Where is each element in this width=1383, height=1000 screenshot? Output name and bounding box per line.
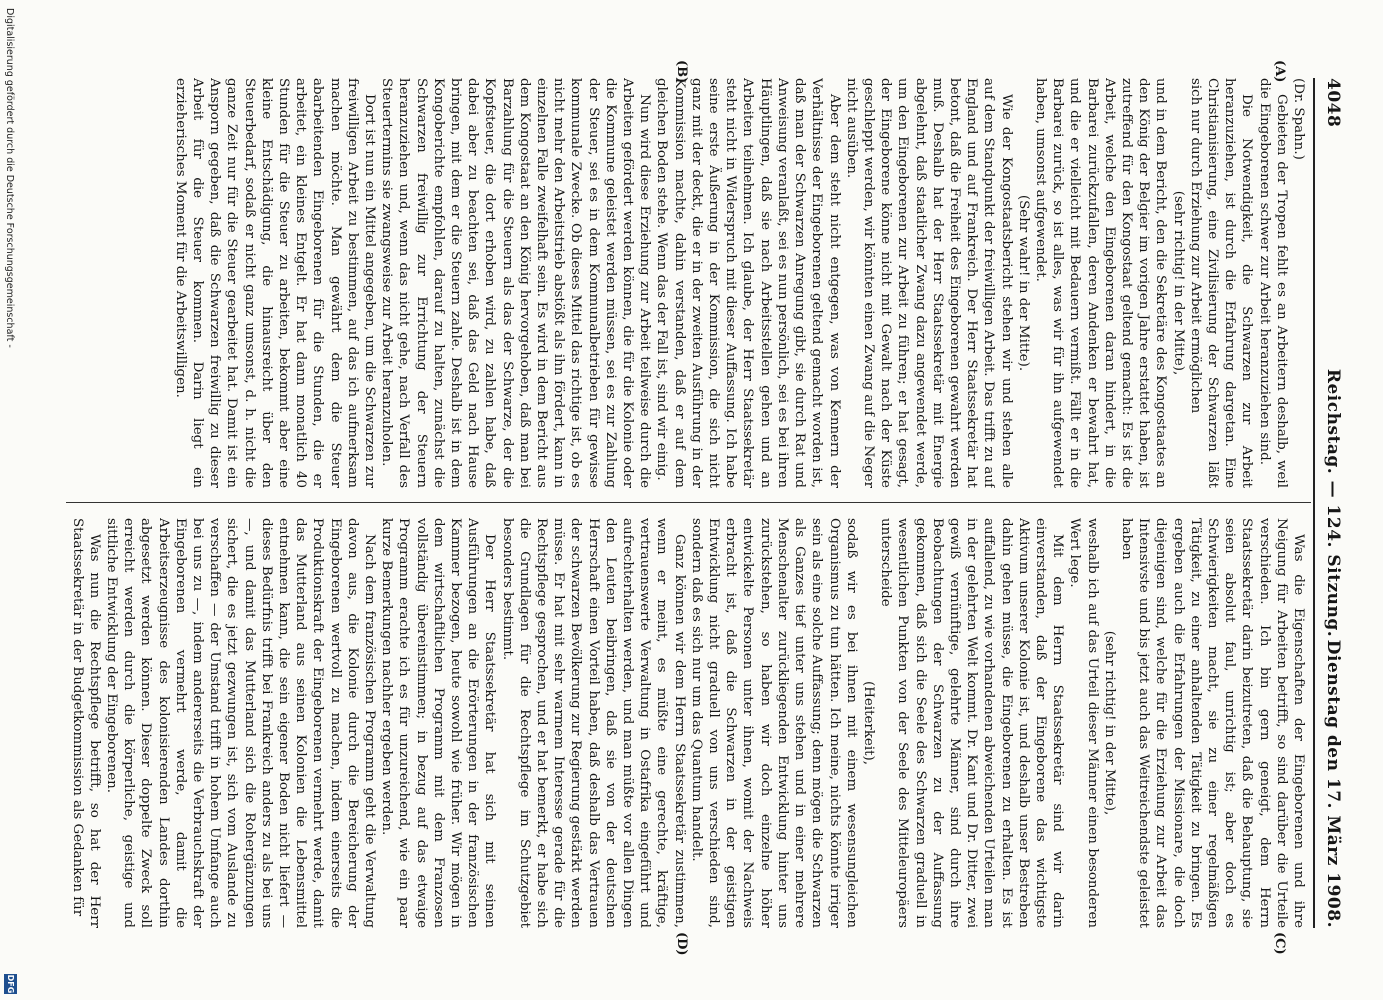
paragraph: Nun wird diese Erziehung zur Arbeit teilweise durch die Arbeiten gefördert werden können, die für die Kolonie oder die Kommune geleistet werden müssen, sei es zur Zahlung der Steuer, sei es in dem Kommunalbetrieben für gewisse kommunale Zwecke. Ob dieses Mittel das richtige ist, ob es nicht mehr den Arbeitstrieb abstößt als ihn fördert, kann in einzelnen Falle zweifelhaft sein. Es wird in dem Bericht aus dem Kongostaat an den König hervorgehoben, daß man bei Barzahlung für die Steuern als das der Schwarze, der die Kopfsteuer, die dort erhoben wird, zu zahlen habe, daß dabei aber zu beachten sei, daß das Geld nach Hause bringen, mit dem er die Steuern zahle. Deshalb ist in dem Kongoberichte empfohlen, darauf zu halten, zunächst die Schwarzen freiwillig zur Errichtung der Steuern heranzuziehen und, wenn das nicht gehe, nach Verfall des Steuertermins sie zwangsweise zur Arbeit heranzuholen. bbox=[379, 78, 653, 488]
paragraph: Was nun die Rechtspflege betrifft, so hat der Herr Staatssekretär in der Budgetkommission als Gedanken für bbox=[69, 518, 102, 928]
paragraph: weshalb ich auf das Urteil dieser Männer einen besonderen Wert lege. bbox=[1067, 518, 1100, 928]
paragraph: und in dem Bericht, den die Sekretäre des Kongostaates an den König der Belgier im vorigen Jahre erstattet haben, ist zutreffend für den Kongostaat geltend gemacht: Es ist die Arbeit, welche den Eingeborenen daran hindert, in die Barbarei zurückzufallen, deren Andenken er bewahrt hat, und die er vielleicht mit Bedauern vermißt. Fällt er in die Barbarei zurück, so ist alles, was wir für ihn aufgewendet haben, umsonst aufgewendet. bbox=[1032, 78, 1169, 488]
paragraph: Wie der Kongostaatsbericht stehen wir und stehen alle auf dem Standpunkt der freiwilligen Arbeit. Das trifft zu auf England und auf Frankreich. Der Herr Staatssekretär hat betont, daß die Freiheit des Eingeborenen gewahrt werden muß. Deshalb hat der Herr Staatssekretär mit Energie abgelehnt, daß staatlicher Zwang dazu angewendet werde, um den Eingeborenen zur Arbeit zu führen; er hat gesagt, der Eingeborene könne nicht mit Gewalt nach der Küste geschleppt werden, wir könnten einen Zwang auf die Neger nicht ausüben. bbox=[843, 78, 1014, 488]
paragraph: Der Herr Staatssekretär hat sich mit seinen Ausführungen an die Erörterungen in der französischen Kammer bezogen, heute sowohl wie früher. Wir mögen in dem wirtschaftlichen Programm mit dem Franzosen vollständig übereinstimmen; in bezug auf das etwaige Programm erachte ich es für unzureichend, wie ein paar kurze Bemerkungen nachher ergeben werden. bbox=[379, 518, 498, 928]
left-column bbox=[67, 78, 1307, 488]
interjection: (Sehr wahr! in der Mitte). bbox=[1015, 194, 1031, 372]
margin-letter-c: (C) bbox=[1272, 932, 1287, 955]
paragraph: Aber dem steht nicht entgegen, was von Kennern der Verhältnisse der Eingeborenen geltend gemacht worden ist, daß man der Schwarzen Anregung gibt, sie durch Rat und Anweisung veranlaßt, sei es nun persönlich, sei es bei ihren Häuptlingen, daß sie nach Arbeitsstellen gehen und an Arbeiten teilnehmen. Ich glaube, der Herr Staatssekretär steht nicht in Widerspruch mit dieser Auffassung. Ich habe seine erste Äußerung in der Kommission, die sich nicht ganz mit der deckt, die er in der zweiten Ausführung in der Kommission machte, dahin verstanden, daß er auf dem gleichen Boden stehe. Wenn das der Fall ist, sind wir einig. bbox=[654, 78, 842, 488]
header-rule bbox=[1313, 78, 1315, 928]
margin-letter-a: (A) bbox=[1272, 60, 1287, 83]
interjection: (Heiterkeit), bbox=[860, 681, 876, 765]
header-date: Dienstag den 17. März 1908. bbox=[1323, 639, 1343, 928]
header-title: Reichstag. — 124. Sitzung. bbox=[1323, 368, 1343, 638]
dfg-logo: DFG bbox=[6, 974, 15, 994]
page-number: 4048 bbox=[1323, 78, 1343, 128]
margin-letter-d: (D) bbox=[674, 932, 689, 956]
paragraph: Mit dem Herrn Staatssekretär sind wir darin einverstanden, daß der Eingeborene das wichtigste Aktivum unserer Kolonie ist, und deshalb unser Bestreben dahin gehen müsse, die Eingeborenen zu erhalten. Es ist auffallend, zu wie vorhandenen abweichenden Urteilen man in der gelehrten Welt kommt. Dr. Kant und Dr. Ditter, zwei gewiß vernünftige, gelehrte Männer, sind durch ihre Beobachtungen der Schwarzen zu der Auffassung gekommen, daß sich die Seele des Schwarzen graduell in wesentlichen Punkten von der Seele des Mitteleuropäers unterscheide bbox=[878, 518, 1066, 928]
paragraph: Dort ist nun ein Mittel angegeben, um die Schwarzen zur freiwilligen Arbeit zu bestimmen, auf das ich aufmerksam machen möchte. Man gewährt dem die Steuer abarbeitenden Eingeborenen für die Stunden, die er arbeitet, ein kleines Entgelt. Er hat dann monatlich 40 Stunden für die Steuer zu arbeiten, bekommt aber eine kleine Entschädigung, die hinausreicht über den Steuerbedarf, sodaß er nicht ganz umsonst, d. h. nicht die ganze Zeit nur für die Steuer gearbeitet hat. Damit ist ein Ansporn gegeben, daß die Schwarzen freiwillig zu dieser Arbeit für die Steuer kommen. Darin liegt ein erzieherisches Moment für die Arbeitswilligen. bbox=[172, 78, 378, 488]
page-header bbox=[1317, 78, 1347, 928]
column-divider bbox=[66, 502, 1311, 503]
paragraph: sodaß wir es bei ihnen mit einem wesensungleichen Organismus zu tun hätten. Ich meine, nichts könnte irriger sein als eine solche Auffassung; denn mögen die Schwarzen als Ganzes tief unter uns stehen und in einer mehrere Menschenalter zurückliegenden Entwicklung hinter uns zurückstehen, so haben wir doch einzelne höher entwickelte Personen unter ihnen, womit der Nachweis erbracht ist, daß die Schwarzen in der geistigen Entwicklung nicht graduell von uns verschieden sind, sondern daß es sich nur um das Quantum handelt. bbox=[688, 518, 859, 928]
digitization-footer bbox=[0, 0, 19, 1000]
right-column bbox=[67, 518, 1307, 928]
interjection: (sehr richtig! in der Mitte), bbox=[1101, 630, 1117, 816]
paragraph: Ganz können wir dem Herrn Staatssekretär zustimmen, wenn er meint, es müßte eine gerechte, kräftige, vertrauenswerte Verwaltung in Ostafrika eingeführt und aufrechterhalten werden, und man müßte vor allen Dingen den Leuten beibringen, daß sie von der deutschen Herrschaft einen Vorteil haben, daß deshalb das Vertrauen der schwarzen Bevölkerung zur Regierung gestärkt werden müsse. Er hat mit sehr warmem Interesse gerade für die Rechtspflege gesprochen, und er hat bemerkt, er habe sich die Grundlagen für die Rechtspflege im Schutzgebiet besonders bestimmt. bbox=[499, 518, 687, 928]
speaker-label: (Dr. Spahn.) bbox=[1291, 78, 1306, 160]
paragraph: Gebieten der Tropen fehlt es an Arbeitern deshalb, weil die Eingeborenen schwer zur Arbeit heranzuziehen sind. bbox=[1256, 78, 1289, 488]
interjection: (sehr richtig! in der Mitte), bbox=[1170, 190, 1186, 376]
footer-text: Digitalisierung gefördert durch die Deutsche Forschungsgemeinschaft - bbox=[4, 8, 15, 348]
paragraph: Was die Eigenschaften der Eingeborenen und ihre Neigung für Arbeiten betrifft, so sind darüber die Urteile verschieden. Ich bin gern geneigt, dem Herrn Staatssekretär darin beizutreten, daß die Behauptung, sie seien absolut faul, unrichtig ist; aber doch es Schwierigkeiten macht, sie zu einer regelmäßigen Tätigkeit, zu einer anhaltenden Tätigkeit zu bringen. Es ergeben auch die Erfahrungen der Missionare, die doch diejenigen sind, welche für die Erziehung zur Arbeit das Intensivste und bis jetzt auch das Weitreichendste geleistet haben bbox=[1118, 518, 1306, 928]
paragraph: Nach dem französischen Programm geht die Verwaltung davon aus, die Kolonie durch die Bereicherung der Eingeborenen wertvoll zu machen, indem einerseits die Produktionskraft der Eingeborenen vermehrt werde, damit das Mutterland aus seinen Kolonien die Lebensmittel entnehmen kann, die sein eigener Boden nicht liefert — dieses Bedürfnis trifft bei Frankreich anders zu als bei uns —, und damit das Mutterland sich die Rohergänzungen sichert, die es jetzt gezwungen ist, sich vom Auslande zu verschaffen — der Umstand trifft in hohem Umfange auch bei uns zu —, indem andererseits die Verbrauchskraft der Eingeborenen vermehrt werde, damit die Arbeitserzeugnisse des kolonisierenden Landes dorthin abgesetzt werden können. Dieser doppelte Zweck soll erreicht werden durch die körperliche, geistige und sittliche Entwicklung der Eingeborenen. bbox=[103, 518, 378, 928]
margin-letter-b: (B) bbox=[674, 60, 689, 84]
paragraph: Die Notwendigkeit, die Schwarzen zur Arbeit heranzuziehen, ist durch die Erfahrung dargetan. Eine Christianisierung, eine Zivilisierung der Schwarzen läßt sich nur durch Erziehung zur Arbeit ermöglichen bbox=[1187, 78, 1255, 488]
